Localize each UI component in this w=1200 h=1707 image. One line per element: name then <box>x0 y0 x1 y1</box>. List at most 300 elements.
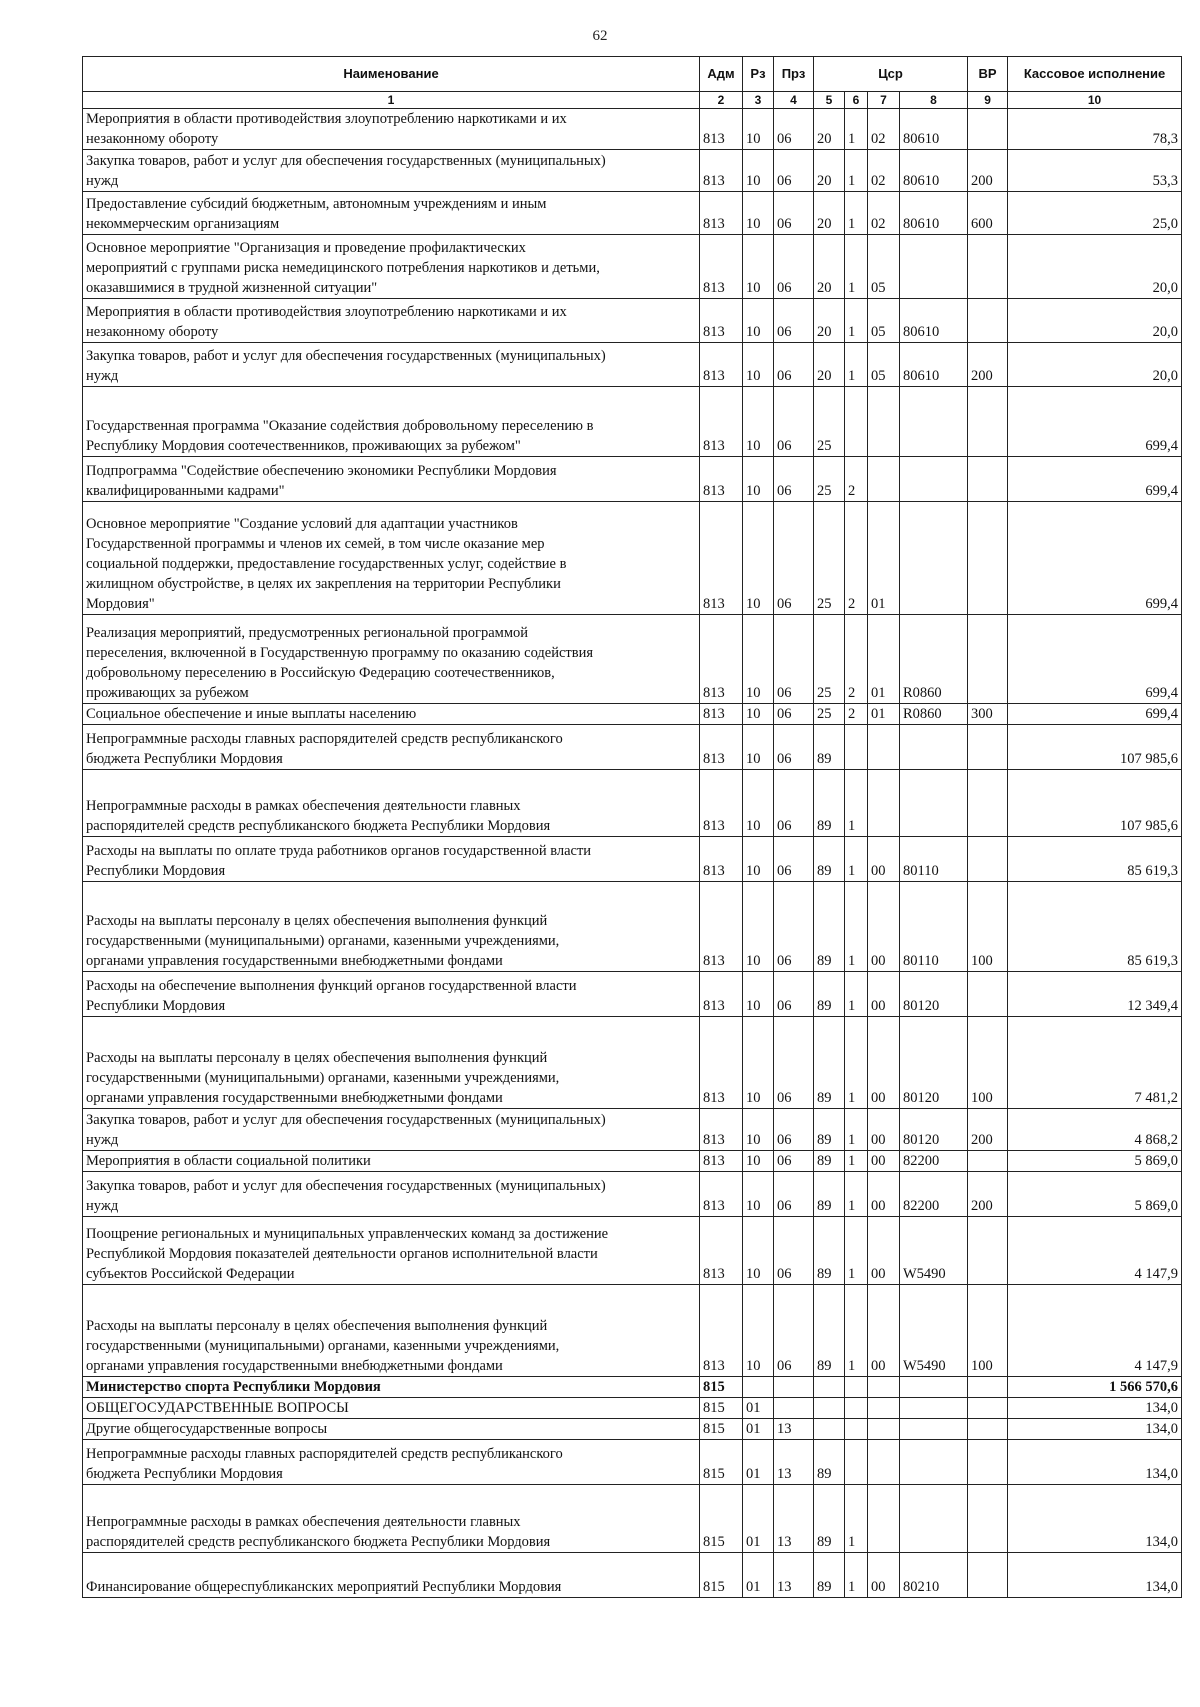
row-amount: 4 868,2 <box>1008 1109 1182 1151</box>
row-prz: 06 <box>774 299 814 343</box>
row-csr-program: 25 <box>814 502 845 615</box>
row-csr-subprogram: 1 <box>845 972 868 1017</box>
row-csr-program: 89 <box>814 1440 845 1485</box>
row-rz: 10 <box>743 502 774 615</box>
row-adm: 813 <box>700 1017 743 1109</box>
table-row <box>83 502 1182 615</box>
column-number: 2 <box>700 92 743 109</box>
header-adm: Адм <box>700 57 743 92</box>
row-csr-subprogram <box>845 1440 868 1485</box>
row-prz: 06 <box>774 457 814 502</box>
row-vr: 100 <box>968 1285 1008 1377</box>
row-amount: 107 985,6 <box>1008 725 1182 770</box>
row-amount: 134,0 <box>1008 1440 1182 1485</box>
row-prz: 06 <box>774 1172 814 1217</box>
row-csr-event: 05 <box>868 343 900 387</box>
row-name: Расходы на выплаты персоналу в целях обеспечения выполнения функций государственными (муниципальными) органами, казенными учреждениями, органами управления государственными внебюджетными фондами <box>83 1017 700 1109</box>
row-csr-program: 89 <box>814 1285 845 1377</box>
column-number: 6 <box>845 92 868 109</box>
row-csr-subprogram <box>845 1419 868 1440</box>
row-adm: 813 <box>700 725 743 770</box>
row-csr-event: 01 <box>868 704 900 725</box>
row-adm: 813 <box>700 150 743 192</box>
table-row <box>83 150 1182 192</box>
table-row <box>83 235 1182 299</box>
row-amount: 85 619,3 <box>1008 837 1182 882</box>
row-csr-direction <box>900 387 968 457</box>
row-csr-event: 00 <box>868 1285 900 1377</box>
row-rz: 01 <box>743 1553 774 1598</box>
row-amount: 85 619,3 <box>1008 882 1182 972</box>
row-csr-event: 05 <box>868 235 900 299</box>
row-adm: 813 <box>700 457 743 502</box>
row-csr-event: 00 <box>868 1017 900 1109</box>
row-amount: 134,0 <box>1008 1553 1182 1598</box>
row-adm: 813 <box>700 1172 743 1217</box>
table-row <box>83 192 1182 235</box>
row-amount: 5 869,0 <box>1008 1151 1182 1172</box>
row-vr <box>968 615 1008 704</box>
row-rz: 10 <box>743 109 774 150</box>
row-csr-event <box>868 725 900 770</box>
row-name: Непрограммные расходы главных распорядителей средств республиканского бюджета Республики Мордовия <box>83 725 700 770</box>
row-prz <box>774 1377 814 1398</box>
row-csr-direction <box>900 235 968 299</box>
row-rz <box>743 1377 774 1398</box>
row-adm: 815 <box>700 1377 743 1398</box>
row-csr-program <box>814 1419 845 1440</box>
row-adm: 815 <box>700 1485 743 1553</box>
row-csr-event <box>868 1419 900 1440</box>
row-name: Закупка товаров, работ и услуг для обеспечения государственных (муниципальных) нужд <box>83 343 700 387</box>
row-amount: 699,4 <box>1008 704 1182 725</box>
table-row <box>83 1419 1182 1440</box>
row-csr-event: 02 <box>868 109 900 150</box>
row-name: Закупка товаров, работ и услуг для обеспечения государственных (муниципальных) нужд <box>83 1109 700 1151</box>
row-csr-direction: 80110 <box>900 837 968 882</box>
row-adm: 813 <box>700 1217 743 1285</box>
row-adm: 813 <box>700 502 743 615</box>
table-row <box>83 725 1182 770</box>
table-row <box>83 387 1182 457</box>
row-csr-program: 25 <box>814 387 845 457</box>
row-adm: 813 <box>700 1285 743 1377</box>
table-row <box>83 1553 1182 1598</box>
row-amount: 699,4 <box>1008 615 1182 704</box>
row-name: Мероприятия в области противодействия злоупотреблению наркотиками и их незаконному обороту <box>83 299 700 343</box>
row-prz: 06 <box>774 882 814 972</box>
header-csr: Цср <box>814 57 968 92</box>
row-adm: 813 <box>700 704 743 725</box>
row-name: Другие общегосударственные вопросы <box>83 1419 700 1440</box>
row-csr-program: 89 <box>814 1151 845 1172</box>
row-csr-program: 20 <box>814 343 845 387</box>
row-csr-program: 89 <box>814 972 845 1017</box>
row-csr-program: 89 <box>814 1017 845 1109</box>
row-adm: 813 <box>700 972 743 1017</box>
row-csr-program: 89 <box>814 882 845 972</box>
row-csr-subprogram: 1 <box>845 299 868 343</box>
row-prz: 13 <box>774 1419 814 1440</box>
row-adm: 813 <box>700 387 743 457</box>
row-csr-event <box>868 1377 900 1398</box>
table-row <box>83 615 1182 704</box>
row-prz: 13 <box>774 1440 814 1485</box>
row-csr-event: 00 <box>868 837 900 882</box>
row-csr-direction <box>900 770 968 837</box>
row-name: Министерство спорта Республики Мордовия <box>83 1377 700 1398</box>
row-csr-subprogram: 1 <box>845 770 868 837</box>
row-prz: 06 <box>774 502 814 615</box>
row-rz: 10 <box>743 387 774 457</box>
row-csr-direction: 80120 <box>900 1109 968 1151</box>
row-amount: 1 566 570,6 <box>1008 1377 1182 1398</box>
row-vr <box>968 235 1008 299</box>
table-body <box>83 109 1182 1598</box>
row-name: Расходы на обеспечение выполнения функций органов государственной власти Республики Мордовия <box>83 972 700 1017</box>
column-number: 4 <box>774 92 814 109</box>
table-row <box>83 457 1182 502</box>
row-csr-program: 89 <box>814 1485 845 1553</box>
header-prz: Прз <box>774 57 814 92</box>
page-number: 62 <box>592 28 608 44</box>
row-vr <box>968 972 1008 1017</box>
row-csr-direction: R0860 <box>900 615 968 704</box>
row-vr <box>968 770 1008 837</box>
row-csr-program: 89 <box>814 1217 845 1285</box>
row-vr <box>968 457 1008 502</box>
row-prz: 06 <box>774 1285 814 1377</box>
row-name: Мероприятия в области социальной политики <box>83 1151 700 1172</box>
row-adm: 813 <box>700 615 743 704</box>
row-prz: 06 <box>774 192 814 235</box>
column-number: 7 <box>868 92 900 109</box>
row-rz: 10 <box>743 725 774 770</box>
row-csr-program <box>814 1398 845 1419</box>
row-csr-direction: 80610 <box>900 343 968 387</box>
row-vr <box>968 1553 1008 1598</box>
table-row <box>83 1151 1182 1172</box>
row-rz: 10 <box>743 192 774 235</box>
table-row <box>83 1485 1182 1553</box>
table-row <box>83 299 1182 343</box>
row-prz: 06 <box>774 704 814 725</box>
row-prz: 06 <box>774 837 814 882</box>
row-name: Государственная программа "Оказание содействия добровольному переселению в Республику Мордовия соотечественников, проживающих за рубежом" <box>83 387 700 457</box>
row-csr-direction: 82200 <box>900 1172 968 1217</box>
row-rz: 10 <box>743 150 774 192</box>
row-csr-program: 89 <box>814 725 845 770</box>
row-name: Основное мероприятие "Создание условий для адаптации участников Государственной программы и членов их семей, в том числе оказание мер социальной поддержки, предоставление государственных услуг, содействие в жилищном обустройстве, в целях их закрепления на территории Республики Мордовия" <box>83 502 700 615</box>
row-prz: 06 <box>774 972 814 1017</box>
table-row <box>83 343 1182 387</box>
row-vr: 100 <box>968 882 1008 972</box>
row-csr-subprogram: 1 <box>845 837 868 882</box>
row-csr-program: 25 <box>814 704 845 725</box>
row-csr-program: 25 <box>814 615 845 704</box>
row-csr-direction <box>900 1485 968 1553</box>
row-csr-program: 20 <box>814 192 845 235</box>
row-prz: 06 <box>774 109 814 150</box>
row-name: Непрограммные расходы главных распорядителей средств республиканского бюджета Республики Мордовия <box>83 1440 700 1485</box>
row-amount: 25,0 <box>1008 192 1182 235</box>
row-prz: 13 <box>774 1553 814 1598</box>
row-csr-subprogram: 1 <box>845 1017 868 1109</box>
table-row <box>83 1217 1182 1285</box>
row-vr <box>968 1151 1008 1172</box>
row-rz: 10 <box>743 457 774 502</box>
row-csr-program: 89 <box>814 1172 845 1217</box>
row-csr-program: 89 <box>814 837 845 882</box>
row-name: Реализация мероприятий, предусмотренных региональной программой переселения, включенной в Государственную программу по оказанию содействия добровольному переселению в Российскую Федерацию соотечественников, проживающих за рубежом <box>83 615 700 704</box>
row-prz: 06 <box>774 725 814 770</box>
budget-table-container <box>82 56 1181 1598</box>
table-row <box>83 1285 1182 1377</box>
row-csr-event <box>868 387 900 457</box>
row-csr-direction: 82200 <box>900 1151 968 1172</box>
row-rz: 10 <box>743 1151 774 1172</box>
row-csr-subprogram: 1 <box>845 1217 868 1285</box>
row-csr-program: 25 <box>814 457 845 502</box>
row-adm: 815 <box>700 1419 743 1440</box>
row-rz: 10 <box>743 343 774 387</box>
row-amount: 20,0 <box>1008 235 1182 299</box>
row-adm: 813 <box>700 1151 743 1172</box>
row-rz: 10 <box>743 882 774 972</box>
row-vr: 100 <box>968 1017 1008 1109</box>
table-row <box>83 837 1182 882</box>
row-adm: 813 <box>700 770 743 837</box>
row-csr-direction: 80610 <box>900 299 968 343</box>
row-csr-direction: 80610 <box>900 150 968 192</box>
row-adm: 813 <box>700 837 743 882</box>
row-csr-event: 01 <box>868 615 900 704</box>
column-number: 5 <box>814 92 845 109</box>
row-csr-direction: 80210 <box>900 1553 968 1598</box>
row-prz: 06 <box>774 1151 814 1172</box>
table-row <box>83 704 1182 725</box>
row-csr-event <box>868 770 900 837</box>
row-vr <box>968 1398 1008 1419</box>
row-prz <box>774 1398 814 1419</box>
row-amount: 134,0 <box>1008 1398 1182 1419</box>
row-amount: 20,0 <box>1008 343 1182 387</box>
row-adm: 813 <box>700 1109 743 1151</box>
row-prz: 06 <box>774 343 814 387</box>
row-rz: 10 <box>743 1172 774 1217</box>
row-amount: 78,3 <box>1008 109 1182 150</box>
row-adm: 813 <box>700 109 743 150</box>
row-name: Основное мероприятие "Организация и проведение профилактических мероприятий с группами риска немедицинского потребления наркотиков и детьми, оказавшимися в трудной жизненной ситуации" <box>83 235 700 299</box>
row-amount: 20,0 <box>1008 299 1182 343</box>
row-rz: 10 <box>743 972 774 1017</box>
row-vr <box>968 837 1008 882</box>
row-csr-subprogram: 1 <box>845 150 868 192</box>
row-amount: 4 147,9 <box>1008 1285 1182 1377</box>
row-amount: 699,4 <box>1008 387 1182 457</box>
row-rz: 10 <box>743 235 774 299</box>
table-row <box>83 972 1182 1017</box>
row-amount: 107 985,6 <box>1008 770 1182 837</box>
row-csr-subprogram: 1 <box>845 1109 868 1151</box>
row-csr-subprogram: 2 <box>845 457 868 502</box>
row-csr-event: 00 <box>868 1553 900 1598</box>
row-adm: 815 <box>700 1553 743 1598</box>
row-csr-subprogram: 1 <box>845 109 868 150</box>
row-prz: 06 <box>774 1109 814 1151</box>
row-csr-event: 00 <box>868 1172 900 1217</box>
row-csr-program: 89 <box>814 1553 845 1598</box>
table-row <box>83 770 1182 837</box>
row-prz: 06 <box>774 150 814 192</box>
row-name: Мероприятия в области противодействия злоупотреблению наркотиками и их незаконному обороту <box>83 109 700 150</box>
row-csr-subprogram: 1 <box>845 1151 868 1172</box>
row-csr-direction <box>900 1377 968 1398</box>
row-rz: 10 <box>743 1285 774 1377</box>
row-csr-direction: R0860 <box>900 704 968 725</box>
table-row <box>83 1398 1182 1419</box>
row-prz: 13 <box>774 1485 814 1553</box>
row-name: Закупка товаров, работ и услуг для обеспечения государственных (муниципальных) нужд <box>83 150 700 192</box>
row-csr-event: 02 <box>868 150 900 192</box>
row-csr-direction <box>900 457 968 502</box>
row-csr-event: 00 <box>868 1151 900 1172</box>
row-name: Непрограммные расходы в рамках обеспечения деятельности главных распорядителей средств республиканского бюджета Республики Мордовия <box>83 1485 700 1553</box>
row-csr-direction <box>900 502 968 615</box>
row-name: Расходы на выплаты по оплате труда работников органов государственной власти Республики Мордовия <box>83 837 700 882</box>
row-csr-direction <box>900 725 968 770</box>
table-row <box>83 1109 1182 1151</box>
row-csr-program: 89 <box>814 770 845 837</box>
row-csr-event <box>868 1440 900 1485</box>
row-vr: 200 <box>968 1172 1008 1217</box>
row-csr-subprogram: 2 <box>845 704 868 725</box>
budget-table <box>82 56 1182 1598</box>
table-row <box>83 1017 1182 1109</box>
row-csr-program: 89 <box>814 1109 845 1151</box>
row-name: Расходы на выплаты персоналу в целях обеспечения выполнения функций государственными (муниципальными) органами, казенными учреждениями, органами управления государственными внебюджетными фондами <box>83 1285 700 1377</box>
row-name: Социальное обеспечение и иные выплаты населению <box>83 704 700 725</box>
row-rz: 01 <box>743 1485 774 1553</box>
row-vr <box>968 1419 1008 1440</box>
row-csr-program: 20 <box>814 235 845 299</box>
column-number-row <box>83 92 1182 109</box>
row-name: Расходы на выплаты персоналу в целях обеспечения выполнения функций государственными (муниципальными) органами, казенными учреждениями, органами управления государственными внебюджетными фондами <box>83 882 700 972</box>
row-amount: 4 147,9 <box>1008 1217 1182 1285</box>
row-rz: 10 <box>743 770 774 837</box>
row-vr <box>968 725 1008 770</box>
row-amount: 134,0 <box>1008 1485 1182 1553</box>
row-csr-subprogram: 1 <box>845 882 868 972</box>
table-row <box>83 1377 1182 1398</box>
row-csr-program: 20 <box>814 299 845 343</box>
row-vr <box>968 299 1008 343</box>
row-adm: 813 <box>700 343 743 387</box>
row-adm: 813 <box>700 299 743 343</box>
row-vr <box>968 1485 1008 1553</box>
row-vr <box>968 109 1008 150</box>
row-vr: 200 <box>968 1109 1008 1151</box>
row-prz: 06 <box>774 235 814 299</box>
row-adm: 813 <box>700 235 743 299</box>
row-csr-subprogram: 2 <box>845 502 868 615</box>
row-name: Предоставление субсидий бюджетным, автономным учреждениям и иным некоммерческим организациям <box>83 192 700 235</box>
row-prz: 06 <box>774 770 814 837</box>
row-amount: 12 349,4 <box>1008 972 1182 1017</box>
row-csr-subprogram: 1 <box>845 1553 868 1598</box>
row-csr-event: 00 <box>868 882 900 972</box>
table-row <box>83 109 1182 150</box>
row-csr-direction: 80120 <box>900 1017 968 1109</box>
row-amount: 53,3 <box>1008 150 1182 192</box>
row-rz: 01 <box>743 1440 774 1485</box>
row-vr: 600 <box>968 192 1008 235</box>
row-adm: 815 <box>700 1398 743 1419</box>
row-csr-subprogram <box>845 1398 868 1419</box>
header-rz: Рз <box>743 57 774 92</box>
table-row <box>83 882 1182 972</box>
row-prz: 06 <box>774 1017 814 1109</box>
row-csr-program: 20 <box>814 150 845 192</box>
row-rz: 01 <box>743 1398 774 1419</box>
row-amount: 699,4 <box>1008 457 1182 502</box>
row-vr: 200 <box>968 343 1008 387</box>
column-number: 3 <box>743 92 774 109</box>
row-csr-event: 05 <box>868 299 900 343</box>
column-number: 1 <box>83 92 700 109</box>
row-csr-subprogram: 1 <box>845 1172 868 1217</box>
row-amount: 5 869,0 <box>1008 1172 1182 1217</box>
row-csr-program <box>814 1377 845 1398</box>
row-csr-direction: 80120 <box>900 972 968 1017</box>
row-csr-subprogram <box>845 725 868 770</box>
row-csr-event <box>868 457 900 502</box>
table-header-row <box>83 57 1182 92</box>
row-csr-event <box>868 1485 900 1553</box>
row-csr-subprogram: 1 <box>845 192 868 235</box>
row-name: ОБЩЕГОСУДАРСТВЕННЫЕ ВОПРОСЫ <box>83 1398 700 1419</box>
row-name: Подпрограмма "Содействие обеспечению экономики Республики Мордовия квалифицированными кадрами" <box>83 457 700 502</box>
row-csr-direction: W5490 <box>900 1285 968 1377</box>
header-amount: Кассовое исполнение <box>1008 57 1182 92</box>
row-vr <box>968 502 1008 615</box>
row-name: Поощрение региональных и муниципальных управленческих команд за достижение Республикой Мордовия показателей деятельности органов исполнительной власти субъектов Российской Федерации <box>83 1217 700 1285</box>
row-name: Финансирование общереспубликанских мероприятий Республики Мордовия <box>83 1553 700 1598</box>
row-adm: 815 <box>700 1440 743 1485</box>
row-csr-direction: 80110 <box>900 882 968 972</box>
row-vr <box>968 1440 1008 1485</box>
row-csr-subprogram: 1 <box>845 1285 868 1377</box>
row-csr-direction: 80610 <box>900 192 968 235</box>
row-csr-direction: W5490 <box>900 1217 968 1285</box>
row-csr-subprogram <box>845 1377 868 1398</box>
row-csr-event: 00 <box>868 1109 900 1151</box>
row-vr <box>968 387 1008 457</box>
row-csr-subprogram: 1 <box>845 235 868 299</box>
row-csr-event: 00 <box>868 1217 900 1285</box>
table-row <box>83 1440 1182 1485</box>
row-adm: 813 <box>700 882 743 972</box>
row-csr-event <box>868 1398 900 1419</box>
row-name: Непрограммные расходы в рамках обеспечения деятельности главных распорядителей средств республиканского бюджета Республики Мордовия <box>83 770 700 837</box>
row-adm: 813 <box>700 192 743 235</box>
column-number: 10 <box>1008 92 1182 109</box>
row-amount: 134,0 <box>1008 1419 1182 1440</box>
row-amount: 7 481,2 <box>1008 1017 1182 1109</box>
row-rz: 01 <box>743 1419 774 1440</box>
row-prz: 06 <box>774 1217 814 1285</box>
row-csr-direction <box>900 1398 968 1419</box>
